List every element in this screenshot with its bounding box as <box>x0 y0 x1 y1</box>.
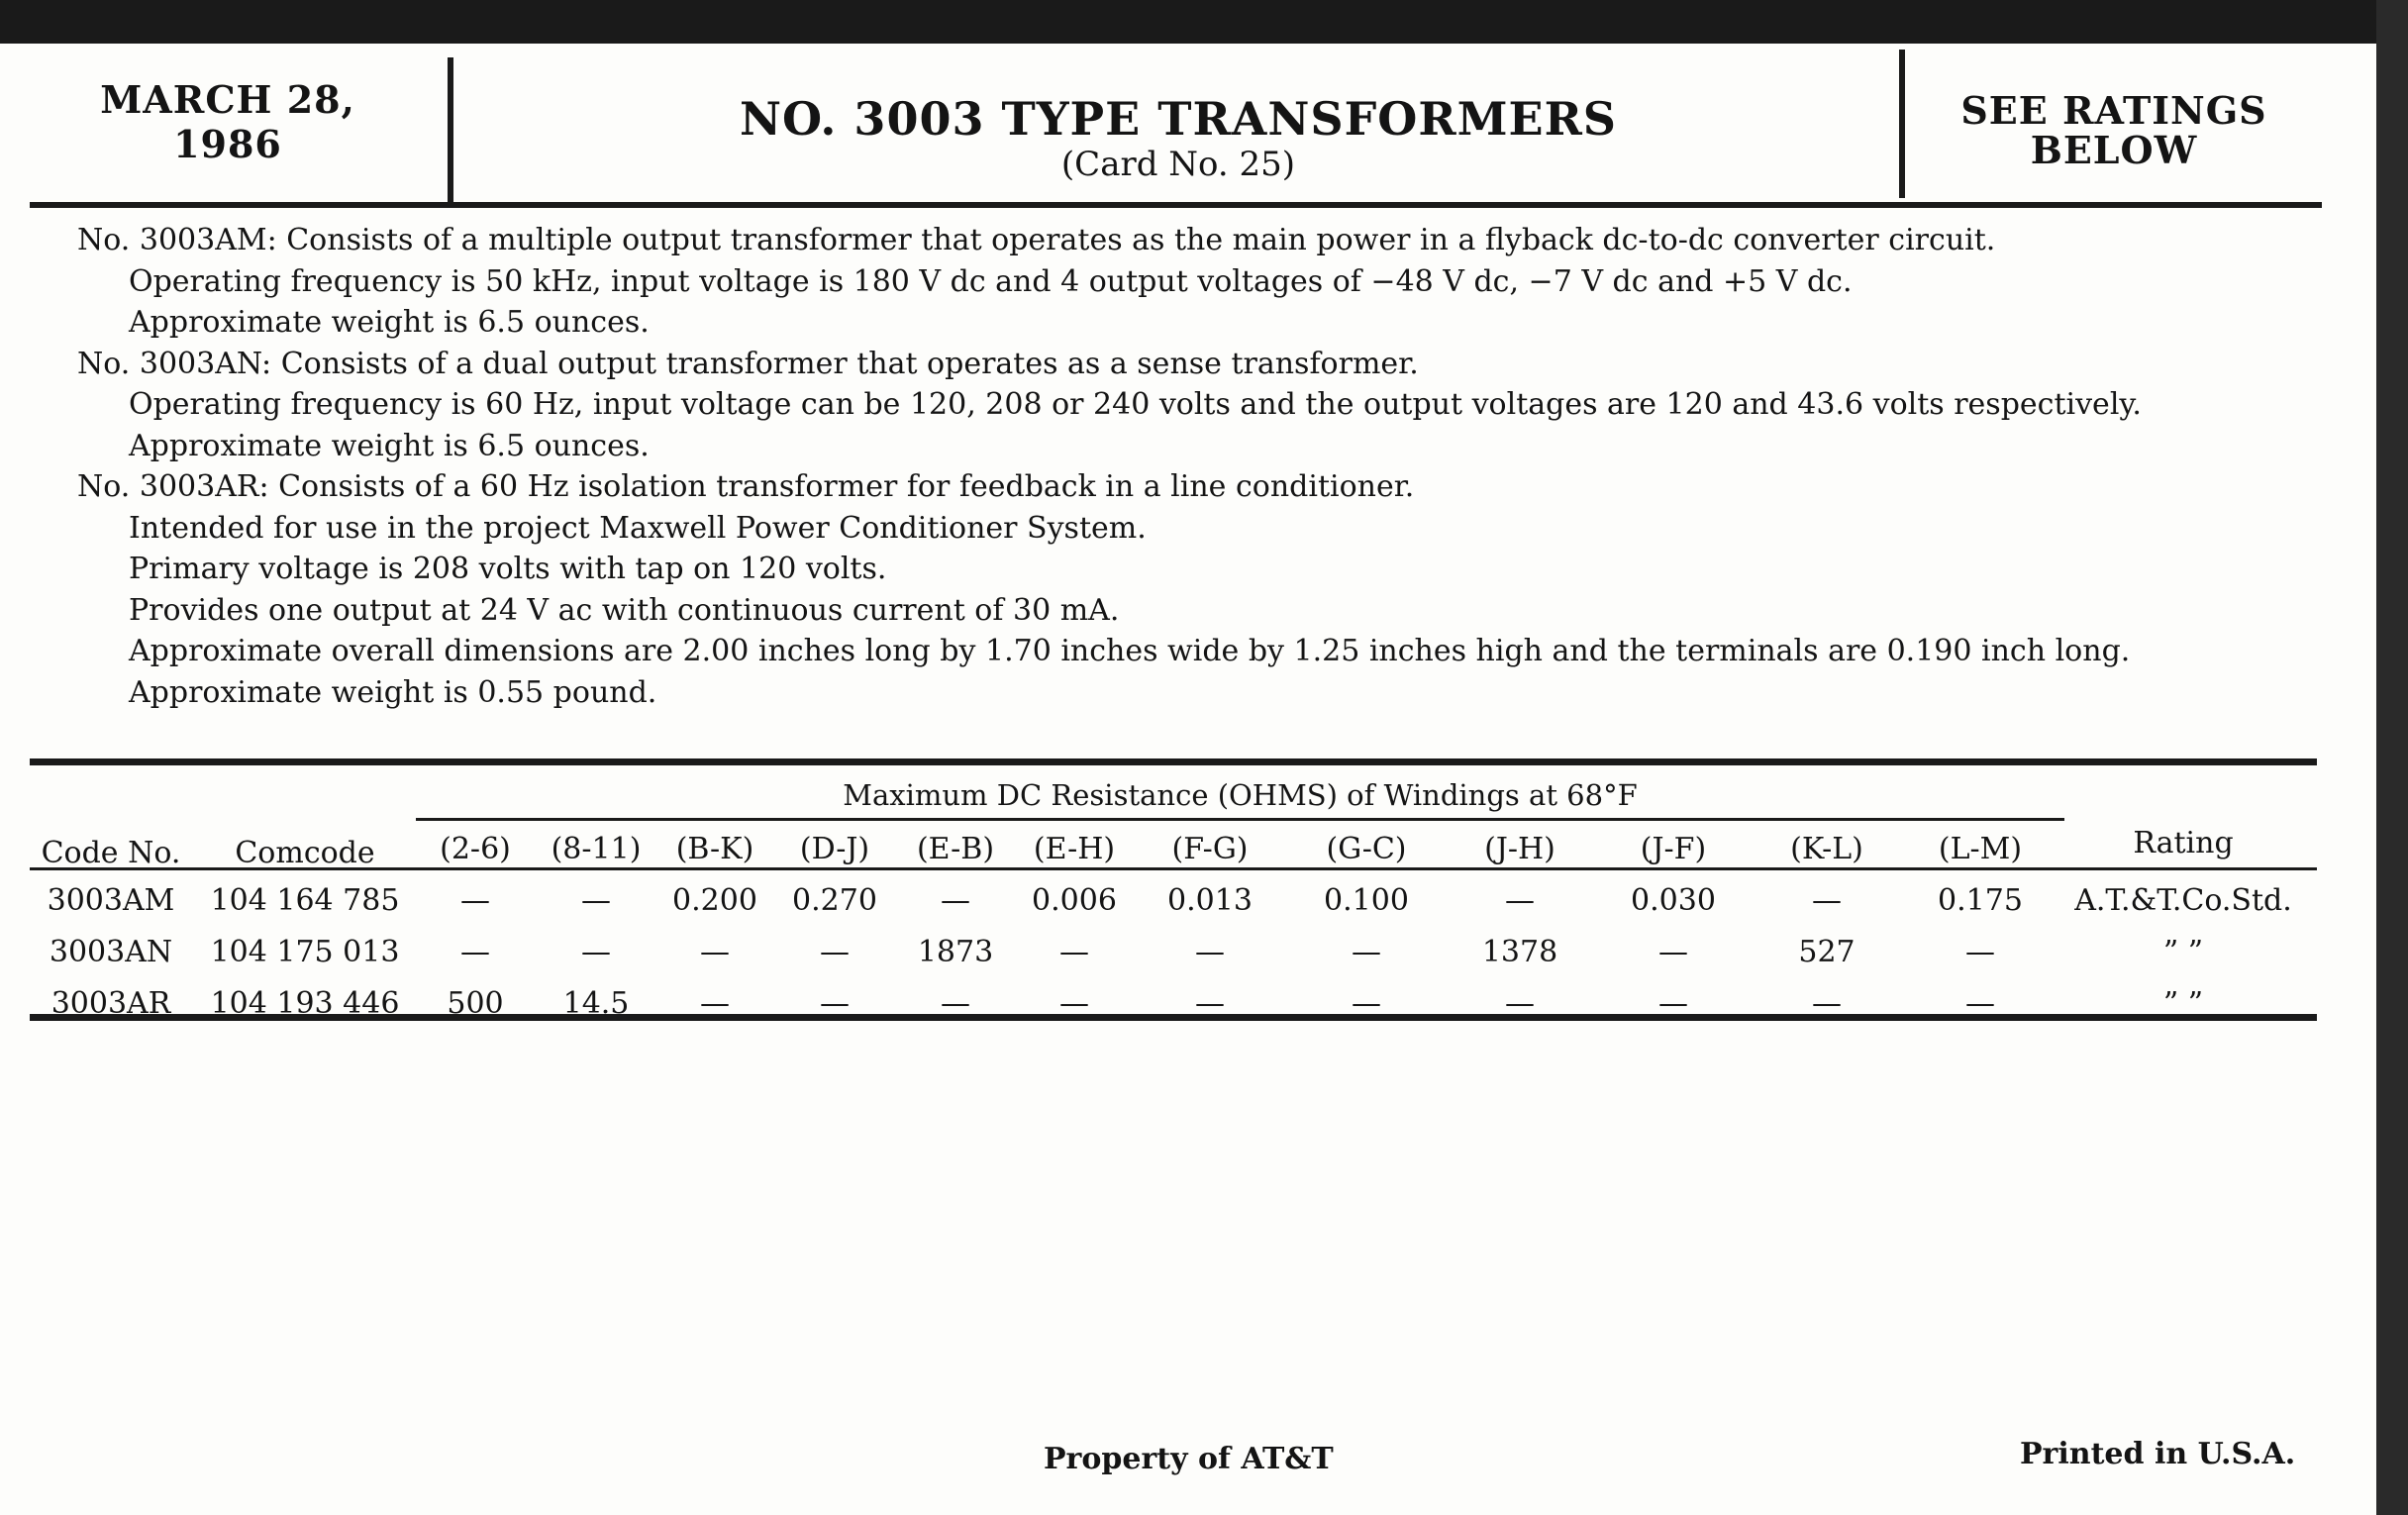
table-header-cell: Code No. <box>41 836 181 870</box>
table-group-title: Maximum DC Resistance (OHMS) of Windings at 68°F <box>843 778 1638 812</box>
table-header-cell: (F-G) <box>1171 832 1249 866</box>
table-cell: — <box>820 935 850 969</box>
card-date: MARCH 28, 1986 <box>100 77 355 166</box>
description-line: Approximate weight is 6.5 ounces. <box>129 305 650 340</box>
table-cell: — <box>1059 935 1089 969</box>
description-line: Approximate weight is 0.55 pound. <box>129 674 657 710</box>
table-cell: — <box>460 883 490 918</box>
table-header-cell: (D-J) <box>799 832 870 866</box>
description-line: Provides one output at 24 V ac with continuous current of 30 mA. <box>129 592 1120 628</box>
table-rule-top <box>30 758 2317 765</box>
table-header-cell: (8-11) <box>551 832 642 866</box>
table-cell: ” ” <box>2162 935 2204 969</box>
description-line: No. 3003AR: Consists of a 60 Hz isolation transformer for feedback in a line conditioner. <box>77 469 1415 504</box>
table-cell: 3003AR <box>50 986 171 1021</box>
table-cell: — <box>700 935 730 969</box>
table-header-cell: Rating <box>2133 826 2234 860</box>
table-cell: — <box>1505 986 1535 1021</box>
table-cell: — <box>700 986 730 1021</box>
table-cell: 500 <box>447 986 504 1021</box>
table-cell: 3003AN <box>49 935 173 969</box>
table-cell: 1873 <box>917 935 994 969</box>
table-cell: — <box>460 935 490 969</box>
table-cell: 3003AM <box>47 883 175 918</box>
table-header-cell: Comcode <box>235 836 375 870</box>
table-cell: — <box>581 935 611 969</box>
table-cell: — <box>941 986 970 1021</box>
table-cell: — <box>1965 986 1995 1021</box>
ratings-note <box>1911 88 2317 172</box>
description-line: Approximate overall dimensions are 2.00 inches long by 1.70 inches wide by 1.25 inches high and the terminals are 0.190 inch long. <box>129 634 2131 668</box>
table-cell: 0.030 <box>1631 883 1716 918</box>
table-cell: — <box>1812 986 1842 1021</box>
table-cell: — <box>1658 986 1688 1021</box>
description-line: Intended for use in the project Maxwell Power Conditioner System. <box>129 510 1147 546</box>
table-header-cell: (E-H) <box>1033 832 1116 866</box>
table-header-cell: (G-C) <box>1326 832 1407 866</box>
table-cell: — <box>820 986 850 1021</box>
card-title: NO. 3003 TYPE TRANSFORMERS <box>739 92 1618 146</box>
table-cell: — <box>1352 935 1381 969</box>
table-header-cell: (J-H) <box>1484 832 1555 866</box>
table-cell: — <box>1195 986 1225 1021</box>
table-cell: 1378 <box>1481 935 1558 969</box>
table-cell: 104 193 446 <box>210 986 400 1021</box>
table-header-cell: (J-F) <box>1640 832 1707 866</box>
table-cell: ” ” <box>2162 986 2204 1021</box>
table-cell: 0.006 <box>1032 883 1117 918</box>
table-cell: 0.200 <box>672 883 757 918</box>
table-cell: 527 <box>1798 935 1856 969</box>
table-cell: — <box>1965 935 1995 969</box>
table-cell: — <box>1352 986 1381 1021</box>
table-cell: — <box>581 883 611 918</box>
table-cell: 0.013 <box>1167 883 1253 918</box>
description-line: Approximate weight is 6.5 ounces. <box>129 428 650 463</box>
header-rule <box>30 202 2322 208</box>
scan-edge <box>2376 0 2408 1515</box>
description-line: Operating frequency is 60 Hz, input voltage can be 120, 208 or 240 volts and the output voltages are 120 and 43.6 volts respectively. <box>129 387 2142 422</box>
table-group-rule <box>416 818 2064 821</box>
description-line: No. 3003AM: Consists of a multiple output transformer that operates as the main power in a flyback dc-to-dc converter circuit. <box>77 223 1996 257</box>
description-line: Primary voltage is 208 volts with tap on 120 volts. <box>129 552 887 586</box>
ratings-line-1: SEE RATINGS <box>1960 88 2267 133</box>
card-subtitle: (Card No. 25) <box>1060 145 1296 184</box>
table-cell: — <box>1195 935 1225 969</box>
table-cell: 0.100 <box>1324 883 1409 918</box>
description-block <box>77 220 2315 713</box>
table-cell: — <box>1505 883 1535 918</box>
card-title-block <box>455 44 1901 184</box>
table-cell: — <box>941 883 970 918</box>
table-header-cell: (E-B) <box>916 832 995 866</box>
description-line: Operating frequency is 50 kHz, input voltage is 180 V dc and 4 output voltages of −48 V dc, −7 V dc and +5 V dc. <box>129 263 1853 299</box>
table-header-cell: (L-M) <box>1938 832 2023 866</box>
ratings-line-2: BELOW <box>2030 128 2198 172</box>
table-cell: — <box>1658 935 1688 969</box>
table-cell: A.T.&T.Co.Std. <box>2074 883 2292 918</box>
table-cell: 0.175 <box>1938 883 2023 918</box>
table-header-cell: (K-L) <box>1790 832 1863 866</box>
table-header-cell: (2-6) <box>440 832 511 866</box>
footer-property: Property of AT&T <box>1044 1442 1334 1476</box>
table-cell: 0.270 <box>792 883 877 918</box>
footer-printed: Printed in U.S.A. <box>2020 1437 2296 1471</box>
header-divider-left <box>448 57 453 206</box>
table-cell: 104 175 013 <box>210 935 400 969</box>
table-cell: 14.5 <box>562 986 630 1021</box>
table-cell: 104 164 785 <box>210 883 400 918</box>
table-header-cell: (B-K) <box>675 832 754 866</box>
description-line: No. 3003AN: Consists of a dual output transformer that operates as a sense transformer. <box>77 346 1419 381</box>
table-cell: — <box>1059 986 1089 1021</box>
table-cell: — <box>1812 883 1842 918</box>
